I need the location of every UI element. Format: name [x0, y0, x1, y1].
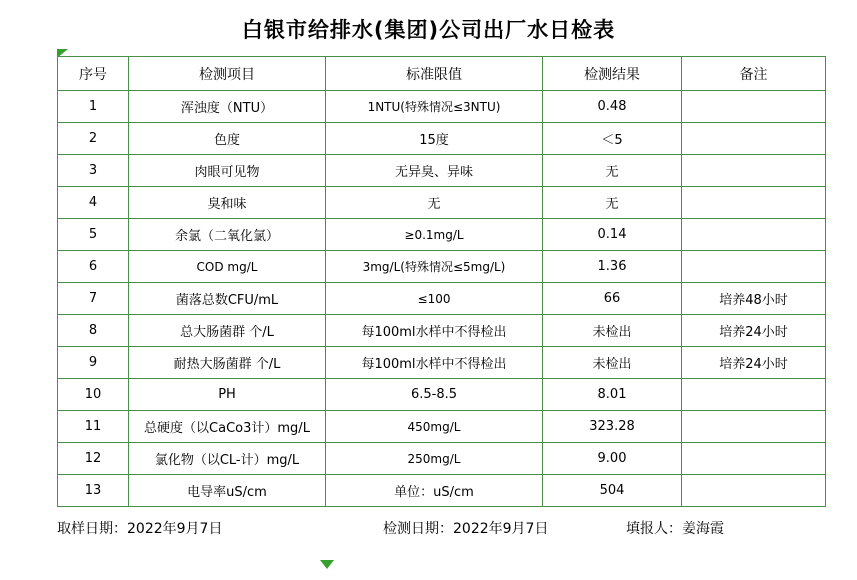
cell-result: 9.00 — [543, 443, 682, 475]
cell-limit: 450mg/L — [326, 411, 543, 443]
cell-result: 0.48 — [543, 91, 682, 123]
cell-result: 无 — [543, 187, 682, 219]
cell-no: 2 — [58, 123, 129, 155]
cell-remark: 培养24小时 — [682, 315, 826, 347]
cell-result: 66 — [543, 283, 682, 315]
cell-remark — [682, 155, 826, 187]
cell-no: 1 — [58, 91, 129, 123]
cell-limit: 1NTU(特殊情况≤3NTU) — [326, 91, 543, 123]
cell-remark — [682, 251, 826, 283]
cell-no: 9 — [58, 347, 129, 379]
cell-item: 总大肠菌群 个/L — [129, 315, 326, 347]
cell-limit: 3mg/L(特殊情况≤5mg/L) — [326, 251, 543, 283]
cell-remark — [682, 219, 826, 251]
cell-no: 3 — [58, 155, 129, 187]
cell-item: 色度 — [129, 123, 326, 155]
cell-item: 余氯（二氧化氯） — [129, 219, 326, 251]
cell-limit: 每100ml水样中不得检出 — [326, 347, 543, 379]
cell-result: 8.01 — [543, 379, 682, 411]
cell-no: 6 — [58, 251, 129, 283]
table-row — [58, 251, 826, 283]
green-corner-mark-left — [57, 49, 68, 58]
table-row — [58, 315, 826, 347]
cell-no: 5 — [58, 219, 129, 251]
cell-item: 浑浊度（NTU） — [129, 91, 326, 123]
cell-item: PH — [129, 379, 326, 411]
cell-item: 总硬度（以CaCo3计）mg/L — [129, 411, 326, 443]
cell-remark — [682, 91, 826, 123]
table-row — [58, 411, 826, 443]
table-header-row — [58, 57, 826, 91]
cell-limit: 无异臭、异味 — [326, 155, 543, 187]
cell-remark — [682, 411, 826, 443]
table-row — [58, 155, 826, 187]
cell-remark — [682, 443, 826, 475]
column-header-limit: 标准限值 — [326, 57, 543, 91]
table-row — [58, 283, 826, 315]
cell-result: ＜5 — [543, 123, 682, 155]
cell-item: 肉眼可见物 — [129, 155, 326, 187]
cell-limit: 15度 — [326, 123, 543, 155]
cell-limit: ≤100 — [326, 283, 543, 315]
cell-limit: ≥0.1mg/L — [326, 219, 543, 251]
cell-limit: 6.5-8.5 — [326, 379, 543, 411]
cell-no: 4 — [58, 187, 129, 219]
cell-result: 323.28 — [543, 411, 682, 443]
column-header-remark: 备注 — [682, 57, 826, 91]
cell-result: 1.36 — [543, 251, 682, 283]
cell-result: 未检出 — [543, 347, 682, 379]
cell-no: 7 — [58, 283, 129, 315]
table-row — [58, 443, 826, 475]
cell-limit: 无 — [326, 187, 543, 219]
cell-result: 0.14 — [543, 219, 682, 251]
table-row — [58, 91, 826, 123]
page-title: 白银市给排水(集团)公司出厂水日检表 — [241, 18, 616, 42]
cell-no: 12 — [58, 443, 129, 475]
cell-limit: 每100ml水样中不得检出 — [326, 315, 543, 347]
cell-item: COD mg/L — [129, 251, 326, 283]
water-quality-table — [57, 56, 826, 507]
cell-limit: 单位：uS/cm — [326, 475, 543, 507]
table-row — [58, 187, 826, 219]
cell-item: 耐热大肠菌群 个/L — [129, 347, 326, 379]
column-header-result: 检测结果 — [543, 57, 682, 91]
table-body — [58, 91, 826, 507]
cell-item: 电导率uS/cm — [129, 475, 326, 507]
cell-remark: 培养24小时 — [682, 347, 826, 379]
green-corner-mark-bottom — [320, 560, 334, 569]
filler-name: 填报人：姜海霞 — [626, 521, 724, 537]
table-row — [58, 123, 826, 155]
cell-result: 504 — [543, 475, 682, 507]
cell-item: 氯化物（以CL-计）mg/L — [129, 443, 326, 475]
test-date: 检测日期：2022年9月7日 — [383, 521, 549, 537]
document-footer — [0, 518, 857, 542]
cell-no: 13 — [58, 475, 129, 507]
table-header — [58, 57, 826, 91]
table-row — [58, 475, 826, 507]
cell-remark: 培养48小时 — [682, 283, 826, 315]
cell-remark — [682, 123, 826, 155]
sample-date: 取样日期：2022年9月7日 — [57, 521, 223, 537]
cell-remark — [682, 187, 826, 219]
cell-no: 8 — [58, 315, 129, 347]
table-container — [0, 56, 857, 507]
cell-item: 臭和味 — [129, 187, 326, 219]
cell-remark — [682, 475, 826, 507]
table-row — [58, 347, 826, 379]
cell-result: 无 — [543, 155, 682, 187]
table-row — [58, 379, 826, 411]
cell-remark — [682, 379, 826, 411]
cell-item: 菌落总数CFU/mL — [129, 283, 326, 315]
column-header-item: 检测项目 — [129, 57, 326, 91]
cell-limit: 250mg/L — [326, 443, 543, 475]
cell-no: 11 — [58, 411, 129, 443]
table-row — [58, 219, 826, 251]
cell-no: 10 — [58, 379, 129, 411]
cell-result: 未检出 — [543, 315, 682, 347]
column-header-no: 序号 — [58, 57, 129, 91]
